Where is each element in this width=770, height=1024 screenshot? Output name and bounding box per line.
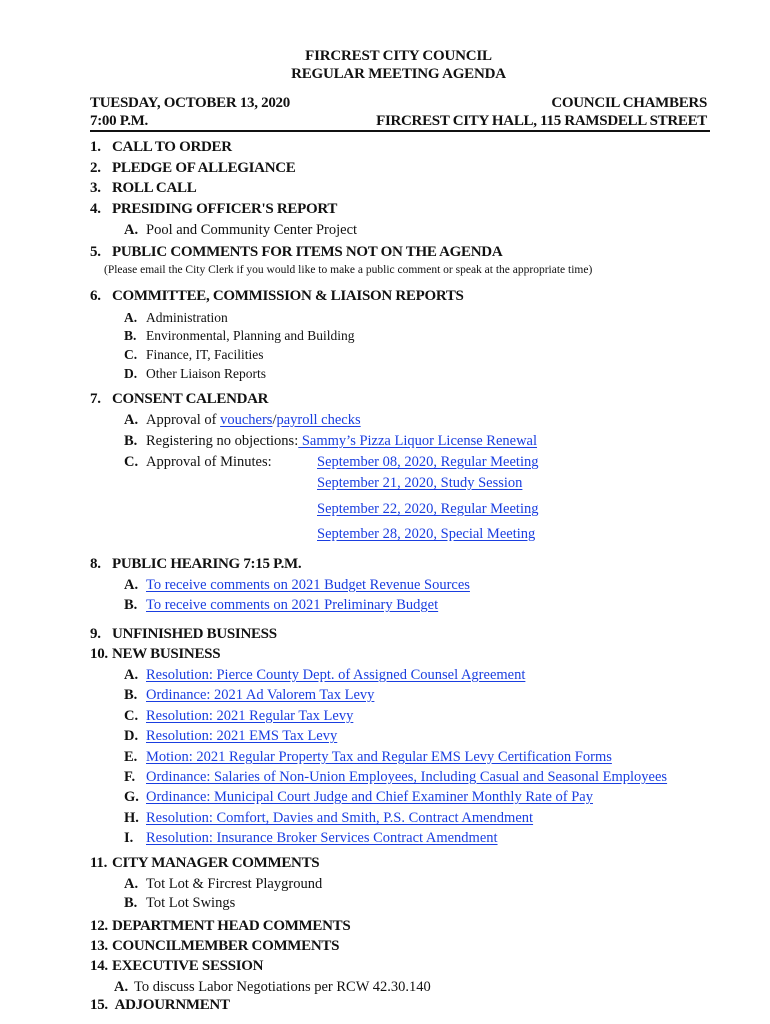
agenda-item-2 bbox=[90, 160, 295, 177]
sub-text: Tot Lot Swings bbox=[146, 895, 236, 911]
sub-item bbox=[124, 667, 525, 684]
sub-text: Tot Lot & Fircrest Playground bbox=[146, 876, 323, 892]
header-divider bbox=[90, 130, 710, 132]
agenda-item-10 bbox=[90, 646, 220, 663]
sub-letter: F. bbox=[124, 769, 136, 785]
sub-letter: C. bbox=[124, 347, 138, 362]
public-comment-note: (Please email the City Clerk if you would like to make a public comment or speak at the appropriate time) bbox=[104, 264, 593, 276]
item-number: 12. bbox=[90, 918, 108, 934]
sub-item bbox=[124, 769, 667, 786]
sub-letter: D. bbox=[124, 366, 138, 381]
minutes-link[interactable]: September 08, 2020, Regular Meeting bbox=[317, 454, 539, 470]
agenda-item-7 bbox=[90, 391, 268, 408]
sub-letter: D. bbox=[124, 728, 139, 744]
sub-item bbox=[124, 366, 266, 382]
sub-text: Registering no objections: bbox=[146, 433, 299, 449]
item-label: ROLL CALL bbox=[112, 180, 197, 196]
sub-item bbox=[124, 597, 438, 614]
sub-item bbox=[124, 810, 533, 827]
sub-item bbox=[114, 979, 431, 996]
business-link[interactable]: Resolution: Insurance Broker Services Contract Amendment bbox=[146, 830, 498, 846]
business-link[interactable]: Resolution: Pierce County Dept. of Assigned Counsel Agreement bbox=[146, 667, 526, 683]
liquor-license-link[interactable]: Sammy’s Pizza Liquor License Renewal bbox=[298, 433, 538, 449]
item-number: 8. bbox=[90, 556, 101, 572]
item-number: 11. bbox=[90, 855, 108, 871]
agenda-item-4 bbox=[90, 201, 337, 218]
sub-item bbox=[124, 347, 263, 363]
item-label: CALL TO ORDER bbox=[112, 139, 232, 155]
sub-letter: E. bbox=[124, 749, 138, 765]
meeting-date: TUESDAY, OCTOBER 13, 2020 bbox=[90, 95, 290, 111]
sub-text: Environmental, Planning and Building bbox=[146, 328, 355, 343]
item-label: CITY MANAGER COMMENTS bbox=[112, 855, 320, 871]
business-link[interactable]: Resolution: 2021 EMS Tax Levy bbox=[146, 728, 338, 744]
payroll-checks-link[interactable]: payroll checks bbox=[276, 412, 361, 428]
item-label: CONSENT CALENDAR bbox=[112, 391, 269, 407]
meeting-time: 7:00 P.M. bbox=[90, 113, 148, 129]
minutes-link[interactable]: September 28, 2020, Special Meeting bbox=[317, 526, 536, 542]
sub-item bbox=[124, 577, 470, 594]
item-number: 14. bbox=[90, 958, 108, 974]
sub-letter: B. bbox=[124, 328, 137, 343]
sub-item bbox=[124, 328, 354, 344]
separator: / bbox=[272, 412, 277, 428]
sub-item bbox=[124, 728, 337, 745]
sub-letter: C. bbox=[124, 454, 139, 470]
hearing-link[interactable]: To receive comments on 2021 Budget Revenue Sources bbox=[146, 577, 470, 593]
item-number: 5. bbox=[90, 244, 101, 260]
item-label: UNFINISHED BUSINESS bbox=[112, 626, 277, 642]
item-number: 2. bbox=[90, 160, 101, 176]
sub-text: Pool and Community Center Project bbox=[146, 222, 358, 238]
business-link[interactable]: Motion: 2021 Regular Property Tax and Regular EMS Levy Certification Forms bbox=[146, 749, 612, 765]
sub-text: To discuss Labor Negotiations per RCW 42.30.140 bbox=[134, 979, 431, 995]
sub-item bbox=[124, 222, 357, 239]
item-label: PLEDGE OF ALLEGIANCE bbox=[112, 160, 296, 176]
sub-letter: B. bbox=[124, 895, 138, 911]
sub-text: Approval of bbox=[146, 412, 221, 428]
sub-text: Other Liaison Reports bbox=[146, 366, 266, 381]
sub-letter: I. bbox=[124, 830, 134, 846]
business-link[interactable]: Ordinance: Municipal Court Judge and Chief Examiner Monthly Rate of Pay bbox=[146, 789, 593, 805]
item-number: 9. bbox=[90, 626, 101, 642]
sub-letter: B. bbox=[124, 433, 138, 449]
sub-letter: A. bbox=[124, 412, 139, 428]
business-link[interactable]: Resolution: Comfort, Davies and Smith, P.S. Contract Amendment bbox=[146, 810, 534, 826]
agenda-item-12 bbox=[90, 918, 350, 935]
item-number: 7. bbox=[90, 391, 101, 407]
sub-letter: C. bbox=[124, 708, 139, 724]
sub-letter: B. bbox=[124, 687, 138, 703]
sub-letter: A. bbox=[114, 979, 129, 995]
sub-text: Approval of Minutes: bbox=[146, 454, 272, 470]
item-label: COUNCILMEMBER COMMENTS bbox=[112, 938, 340, 954]
page-title: FIRCREST CITY COUNCIL bbox=[305, 48, 492, 64]
item-number: 15. bbox=[90, 997, 108, 1013]
vouchers-link[interactable]: vouchers bbox=[220, 412, 273, 428]
sub-letter: B. bbox=[124, 597, 138, 613]
sub-letter: G. bbox=[124, 789, 139, 805]
sub-letter: A. bbox=[124, 222, 139, 238]
sub-text: Administration bbox=[146, 310, 228, 325]
sub-letter: A. bbox=[124, 667, 139, 683]
agenda-item-9 bbox=[90, 626, 277, 643]
sub-letter: A. bbox=[124, 577, 139, 593]
sub-letter: A. bbox=[124, 310, 138, 325]
minutes-link[interactable]: September 22, 2020, Regular Meeting bbox=[317, 501, 539, 517]
agenda-item-15 bbox=[90, 997, 230, 1014]
item-number: 6. bbox=[90, 288, 101, 304]
item-label: PUBLIC COMMENTS FOR ITEMS NOT ON THE AGENDA bbox=[112, 244, 503, 260]
agenda-item-1 bbox=[90, 139, 232, 156]
agenda-item-8 bbox=[90, 556, 301, 573]
hearing-link[interactable]: To receive comments on 2021 Preliminary Budget bbox=[146, 597, 439, 613]
sub-item bbox=[124, 433, 537, 450]
sub-item bbox=[124, 749, 612, 766]
item-label: PUBLIC HEARING 7:15 P.M. bbox=[112, 556, 302, 572]
item-label: EXECUTIVE SESSION bbox=[112, 958, 264, 974]
sub-item bbox=[124, 789, 593, 806]
agenda-item-11 bbox=[90, 855, 319, 872]
item-number: 10. bbox=[90, 646, 108, 662]
meeting-location: COUNCIL CHAMBERS bbox=[551, 95, 707, 111]
sub-item bbox=[124, 895, 235, 912]
business-link[interactable]: Resolution: 2021 Regular Tax Levy bbox=[146, 708, 354, 724]
sub-item bbox=[124, 412, 361, 429]
item-label: ADJOURNMENT bbox=[112, 997, 230, 1013]
sub-text: Finance, IT, Facilities bbox=[146, 347, 264, 362]
item-number: 3. bbox=[90, 180, 101, 196]
item-label: NEW BUSINESS bbox=[112, 646, 221, 662]
sub-item bbox=[124, 708, 353, 725]
agenda-item-6 bbox=[90, 288, 464, 305]
sub-item bbox=[124, 454, 272, 471]
sub-item bbox=[124, 310, 228, 326]
item-number: 4. bbox=[90, 201, 101, 217]
agenda-item-5 bbox=[90, 244, 502, 261]
sub-item bbox=[124, 830, 498, 847]
sub-letter: H. bbox=[124, 810, 139, 826]
sub-letter: A. bbox=[124, 876, 139, 892]
business-link[interactable]: Ordinance: Salaries of Non-Union Employees, Including Casual and Seasonal Employees bbox=[146, 769, 668, 785]
sub-item bbox=[124, 687, 374, 704]
meeting-address: FIRCREST CITY HALL, 115 RAMSDELL STREET bbox=[376, 113, 707, 129]
sub-item bbox=[124, 876, 322, 893]
minutes-link[interactable]: September 21, 2020, Study Session bbox=[317, 475, 523, 491]
agenda-item-14 bbox=[90, 958, 263, 975]
agenda-item-13 bbox=[90, 938, 339, 955]
agenda-item-3 bbox=[90, 180, 196, 197]
item-number: 1. bbox=[90, 139, 101, 155]
page-subtitle: REGULAR MEETING AGENDA bbox=[291, 66, 506, 82]
item-number: 13. bbox=[90, 938, 108, 954]
item-label: PRESIDING OFFICER'S REPORT bbox=[112, 201, 338, 217]
item-label: COMMITTEE, COMMISSION & LIAISON REPORTS bbox=[112, 288, 464, 304]
item-label: DEPARTMENT HEAD COMMENTS bbox=[112, 918, 351, 934]
business-link[interactable]: Ordinance: 2021 Ad Valorem Tax Levy bbox=[146, 687, 375, 703]
